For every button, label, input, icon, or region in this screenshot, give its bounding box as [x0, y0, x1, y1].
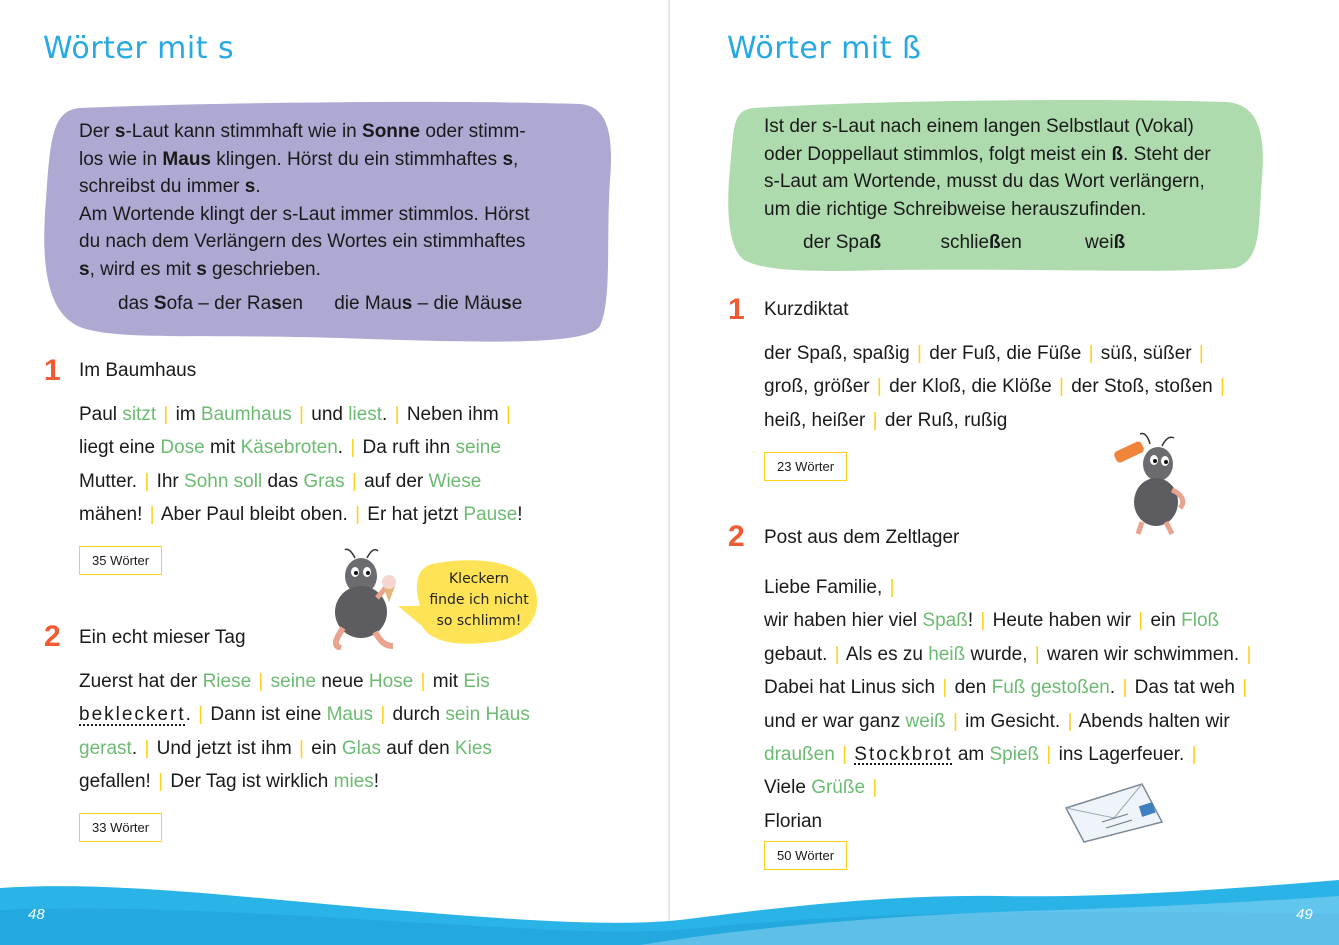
pause-separator: | — [258, 671, 264, 692]
pause-separator: | — [942, 677, 948, 699]
pause-separator: | — [1246, 643, 1252, 665]
pause-separator: | — [1220, 376, 1225, 398]
pause-separator: | — [917, 343, 922, 364]
right-info-line: Ist der s-Laut nach einem langen Selbstlaut (Vokal) — [764, 116, 1194, 137]
left-page-title: Wörter mit s — [43, 31, 235, 66]
right-info-text — [764, 113, 1211, 223]
word-count-badge: 33 Wörter — [79, 813, 162, 842]
pause-separator: | — [1046, 744, 1052, 766]
pause-separator: | — [350, 437, 356, 459]
pause-separator: | — [144, 470, 150, 492]
page-number-right: 49 — [1296, 906, 1313, 923]
highlighted-word: weiß — [905, 710, 946, 732]
dictation-line: groß, größer | der Kloß, die Klöße | der Stoß, stoßen | — [764, 376, 1225, 398]
bold-letter: ß — [1111, 143, 1124, 165]
bottom-wave — [0, 870, 1339, 945]
left-info-line: Der s-Laut kann stimmhaft wie in Sonne oder stimm- — [79, 121, 526, 142]
pause-separator: | — [889, 577, 895, 598]
example-word: weiß — [1085, 232, 1126, 253]
pause-separator: | — [1059, 376, 1064, 398]
highlighted-word: Riese — [202, 671, 252, 692]
dictation-line: draußen | Stockbrot am Spieß | ins Lagerfeuer. | — [764, 744, 1197, 766]
highlighted-word: Baumhaus — [200, 404, 292, 425]
pause-separator: | — [144, 737, 150, 759]
dictation-line: wir haben hier viel Spaß! | Heute haben wir | ein Floß — [764, 610, 1220, 632]
pause-separator: | — [394, 404, 400, 425]
dictation-text — [79, 398, 523, 532]
pause-separator: | — [351, 470, 357, 492]
pause-separator: | — [1191, 744, 1197, 766]
word-count-badge: 23 Wörter — [764, 452, 847, 481]
dictation-line: liegt eine Dose mit Käsebroten. | Da ruft ihn seine — [79, 437, 501, 459]
pause-separator: | — [158, 771, 164, 793]
bold-letter: s — [79, 258, 90, 280]
dictation-line: Florian — [764, 810, 823, 832]
dictation-line: gefallen! | Der Tag ist wirklich mies! — [79, 771, 380, 793]
example-word: der Spaß — [803, 232, 882, 253]
highlighted-word: mies — [333, 771, 374, 793]
pause-separator: | — [1138, 610, 1144, 632]
pause-separator: | — [1034, 643, 1040, 665]
left-examples — [118, 293, 542, 315]
bubble-line: finde ich nicht — [429, 592, 529, 608]
pause-separator: | — [952, 710, 958, 732]
speech-bubble-text — [420, 569, 538, 632]
dictation-line: Mutter. | Ihr Sohn soll das Gras | auf der Wiese — [79, 470, 482, 492]
highlighted-word: Käsebroten — [240, 437, 338, 459]
bold-letter: s — [401, 293, 413, 314]
bold-letter: s — [114, 121, 126, 142]
bold-letter: Sonne — [362, 121, 421, 142]
highlighted-word: Grüße — [811, 777, 866, 799]
highlighted-word: Floß — [1181, 610, 1220, 632]
pause-separator: | — [1088, 343, 1094, 364]
right-info-line: um die richtige Schreibweise herauszufinden. — [764, 198, 1147, 220]
left-info-line: s, wird es mit s geschrieben. — [79, 258, 321, 280]
spaced-word: bekleckert — [79, 704, 186, 726]
highlighted-word: Wiese — [428, 470, 482, 492]
left-info-line: Am Wortende klingt der s-Laut immer stimmlos. Hörst — [79, 203, 530, 225]
highlighted-word: Dose — [160, 437, 205, 459]
dictation-line: Dabei hat Linus sich | den Fuß gestoßen. | Das tat weh | — [764, 677, 1248, 699]
right-page-title: Wörter mit ß — [727, 31, 922, 66]
bold-letter: s — [501, 293, 512, 314]
bold-letter: ß — [1113, 232, 1126, 253]
highlighted-word: Glas — [341, 737, 381, 759]
highlighted-word: Sohn soll — [184, 470, 263, 492]
highlighted-word: seine — [455, 437, 501, 459]
pause-separator: | — [1198, 343, 1204, 364]
dictation-line: Viele Grüße | — [764, 777, 878, 799]
left-page — [0, 0, 669, 945]
dictation-line: gerast. | Und jetzt ist ihm | ein Glas auf den Kies — [79, 737, 492, 759]
right-examples — [803, 232, 1145, 254]
highlighted-word: Pause — [463, 504, 518, 526]
bold-letter: S — [153, 293, 167, 314]
bold-letter: s — [271, 293, 282, 314]
pause-separator: | — [198, 704, 204, 726]
pause-separator: | — [980, 610, 986, 632]
exercise-number: 2 — [44, 620, 61, 653]
right-info-line: oder Doppellaut stimmlos, folgt meist ein ß. Steht der — [764, 143, 1211, 165]
right-info-line: s-Laut am Wortende, musst du das Wort verlängern, — [764, 171, 1205, 192]
highlighted-word: seine — [270, 671, 317, 692]
pause-separator: | — [420, 671, 426, 692]
exercise-title: Ein echt mieser Tag — [79, 627, 246, 648]
example-word: schließen — [940, 232, 1022, 253]
bold-letter: ß — [989, 232, 1001, 253]
pause-separator: | — [299, 404, 304, 425]
pause-separator: | — [872, 409, 878, 431]
ant-drinking-illustration — [1100, 432, 1192, 536]
highlighted-word: sitzt — [122, 404, 157, 425]
pause-separator: | — [1122, 677, 1128, 699]
envelope-illustration — [1062, 782, 1166, 844]
dictation-line: Zuerst hat der Riese | seine neue Hose | mit Eis — [79, 671, 490, 692]
page-number-left: 48 — [28, 906, 45, 923]
exercise-number: 1 — [44, 354, 61, 387]
highlighted-word: Spaß — [922, 610, 968, 632]
dictation-line: der Spaß, spaßig | der Fuß, die Füße | süß, süßer | — [764, 343, 1204, 364]
highlighted-word: gerast — [79, 737, 132, 759]
dictation-line: mähen! | Aber Paul bleibt oben. | Er hat jetzt Pause! — [79, 504, 523, 526]
exercise-title: Kurzdiktat — [764, 299, 849, 320]
pause-separator: | — [834, 643, 840, 665]
highlighted-word: Eis — [463, 671, 490, 692]
example-word: das Sofa – der Rasen — [118, 293, 303, 314]
bold-letter: ß — [869, 232, 882, 253]
dictation-line: heiß, heißer | der Ruß, rußig — [764, 409, 1008, 431]
dictation-line: Liebe Familie, | — [764, 577, 895, 598]
bold-letter: s — [502, 148, 514, 170]
bubble-line: so schlimm! — [436, 613, 522, 629]
dictation-text — [764, 337, 1227, 437]
bold-letter: s — [244, 176, 256, 197]
pause-separator: | — [163, 404, 169, 425]
left-info-line: los wie in Maus klingen. Hörst du ein stimmhaftes s, — [79, 148, 519, 170]
pause-separator: | — [1067, 710, 1073, 732]
bold-letter: s — [196, 258, 207, 280]
dictation-line: bekleckert. | Dann ist eine Maus | durch sein Haus — [79, 704, 530, 726]
highlighted-word: Hose — [368, 671, 414, 692]
highlighted-word: Kies — [454, 737, 492, 759]
exercise-number: 1 — [728, 293, 745, 326]
pause-separator: | — [149, 504, 155, 526]
highlighted-word: heiß — [928, 643, 966, 665]
dictation-text — [764, 571, 1253, 838]
dictation-line: Paul sitzt | im Baumhaus | und liest. | Neben ihm | — [79, 404, 511, 425]
left-info-text — [79, 118, 530, 283]
left-info-line: du nach dem Verlängern des Wortes ein stimmhaftes — [79, 231, 526, 252]
left-info-line: schreibst du immer s. — [79, 176, 261, 197]
bubble-line: Kleckern — [449, 571, 509, 587]
spaced-word: Stockbrot — [854, 744, 953, 766]
exercise-title: Im Baumhaus — [79, 360, 197, 381]
pause-separator: | — [872, 777, 878, 799]
highlighted-word: Fuß gestoßen — [991, 677, 1110, 699]
bold-letter: Maus — [162, 148, 211, 170]
dictation-line: gebaut. | Als es zu heiß wurde, | waren wir schwimmen. | — [764, 643, 1252, 665]
dictation-line: und er war ganz weiß | im Gesicht. | Abends halten wir — [764, 710, 1230, 732]
highlighted-word: liest — [348, 404, 383, 425]
word-count-badge: 50 Wörter — [764, 841, 847, 870]
pause-separator: | — [876, 376, 882, 398]
pause-separator: | — [299, 737, 304, 759]
highlighted-word: Spieß — [989, 744, 1040, 766]
pause-separator: | — [355, 504, 361, 526]
example-word: die Maus – die Mäuse — [334, 293, 523, 314]
pause-separator: | — [506, 404, 511, 425]
exercise-title: Post aus dem Zeltlager — [764, 527, 960, 548]
pause-separator: | — [842, 744, 847, 766]
exercise-number: 2 — [728, 520, 745, 553]
pause-separator: | — [1242, 677, 1248, 699]
dictation-text — [79, 665, 530, 799]
highlighted-word: Gras — [303, 470, 345, 492]
highlighted-word: Maus — [326, 704, 374, 726]
right-page — [670, 0, 1339, 945]
pause-separator: | — [380, 704, 386, 726]
word-count-badge: 35 Wörter — [79, 546, 162, 575]
highlighted-word: draußen — [764, 744, 835, 766]
highlighted-word: sein Haus — [445, 704, 530, 726]
